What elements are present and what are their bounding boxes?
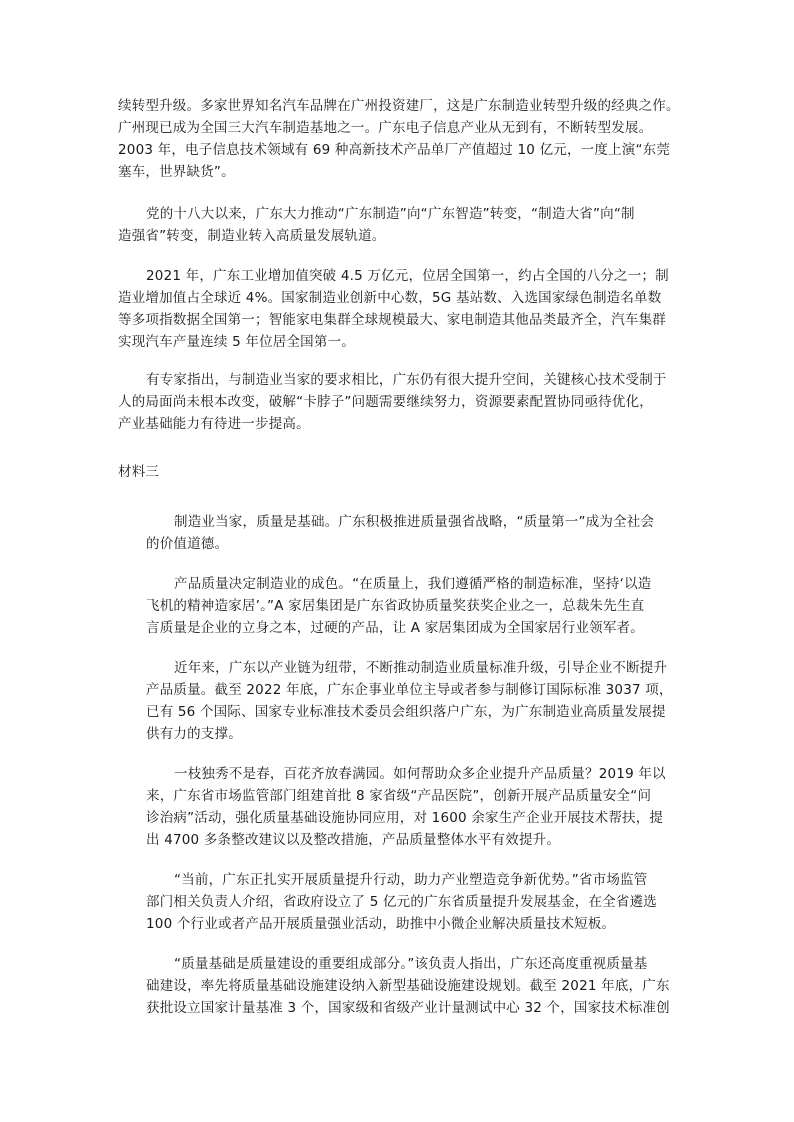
text-line: 部门相关负责人介绍，省政府设立了 5 亿元的广东省质量提升发展基金，在全省遴选 xyxy=(146,894,657,910)
text-line: “当前，广东正扎实开展质量提升行动，助力产业塑造竞争新优势。”省市场监管 xyxy=(174,872,648,888)
text-line: 产品质量决定制造业的成色。“在质量上，我们遵循严格的制造标准，坚持‘以造 xyxy=(174,576,652,592)
text-line: 已有 56 个国际、国家专业标准技术委员会组织落户广东，为广东制造业高质量发展提 xyxy=(146,704,666,720)
text-line: 一枝独秀不是春，百花齐放春满园。如何帮助众多企业提升产品质量？2019 年以 xyxy=(174,766,666,782)
text-line: 础建设，率先将质量基础设施建设纳入新型基础设施建设规划。截至 2021 年底，广东 xyxy=(146,978,670,994)
text-line: 飞机的精神造家居’。”A 家居集团是广东省政协质量奖获奖企业之一，总裁朱先生直 xyxy=(146,598,645,614)
text-line: 制造业当家，质量是基础。广东积极推进质量强省战略，“质量第一”成为全社会 xyxy=(174,514,655,530)
text-line: 来，广东省市场监管部门组建首批 8 家省级“产品医院”，创新开展产品质量安全“问 xyxy=(146,788,652,804)
text-line: 100 个行业或者产品开展质量强业活动，助推中小微企业解决质量技术短板。 xyxy=(146,916,616,932)
text-line: 广州现已成为全国三大汽车制造基地之一。广东电子信息产业从无到有，不断转型发展。 xyxy=(118,120,653,136)
text-line: 实现汽车产量连续 5 年位居全国第一。 xyxy=(118,334,355,350)
text-line: 2021 年，广东工业增加值突破 4.5 万亿元，位居全国第一，约占全国的八分之一；制 xyxy=(146,268,669,284)
text-line: 供有力的支撑。 xyxy=(146,726,242,742)
text-line: 言质量是企业的立身之本，过硬的产品，让 A 家居集团成为全国家居行业领军者。 xyxy=(146,620,644,636)
text-line: 续转型升级。多家世界知名汽车品牌在广州投资建厂，这是广东制造业转型升级的经典之作。 xyxy=(118,98,680,114)
text-line: 造强省”转变，制造业转入高质量发展轨道。 xyxy=(118,228,386,244)
text-line: 出 4700 多条整改建议以及整改措施，产品质量整体水平有效提升。 xyxy=(146,832,561,848)
text-line: 人的局面尚未根本改变，破解“卡脖子”问题需要继续努力，资源要素配置协同亟待优化， xyxy=(118,394,653,410)
text-line: 造业增加值占全球近 4%。国家制造业创新中心数，5G 基站数、入选国家绿色制造名单数 xyxy=(118,290,662,306)
section-heading: 材料三 xyxy=(118,464,160,480)
text-line: 有专家指出，与制造业当家的要求相比，广东仍有很大提升空间，关键核心技术受制于 xyxy=(146,372,667,388)
text-line: 的价值道德。 xyxy=(146,536,229,552)
text-line: 党的十八大以来，广东大力推动“广东制造”向“广东智造”转变，“制造大省”向“制 xyxy=(146,206,635,222)
text-line: 等多项指数据全国第一；智能家电集群全球规模最大、家电制造其他品类最齐全，汽车集群 xyxy=(118,312,666,328)
text-line: 产品质量。截至 2022 年底，广东企事业单位主导或者参与制修订国际标准 3037 项， xyxy=(146,682,673,698)
text-line: 诊治病”活动，强化质量基础设施协同应用，对 1600 余家生产企业开展技术帮扶，提 xyxy=(146,810,664,826)
text-line: 获批设立国家计量基准 3 个，国家级和省级产业计量测试中心 32 个，国家技术标准创 xyxy=(146,1000,670,1016)
text-line: 2003 年，电子信息技术领域有 69 种高新技术产品单厂产值超过 10 亿元，一度上演“东莞 xyxy=(118,142,671,158)
text-line: “质量基础是质量建设的重要组成部分。”该负责人指出，广东还高度重视质量基 xyxy=(174,956,648,972)
text-line: 产业基础能力有待进一步提高。 xyxy=(118,416,310,432)
text-line: 塞车，世界缺货”。 xyxy=(118,164,235,180)
text-line: 近年来，广东以产业链为纽带，不断推动制造业质量标准升级，引导企业不断提升 xyxy=(174,660,668,676)
